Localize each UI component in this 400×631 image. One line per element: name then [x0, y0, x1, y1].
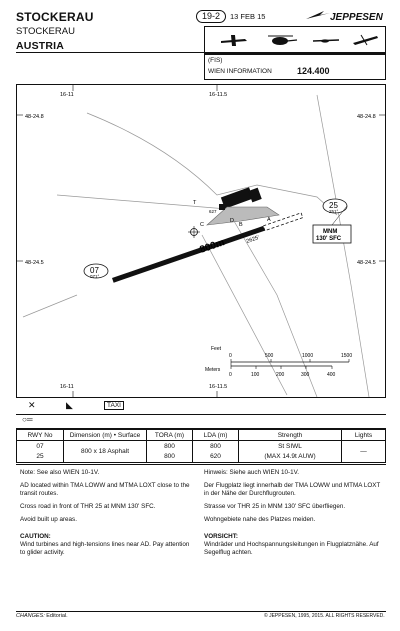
helicopter-icon [268, 36, 297, 45]
caution-text-de: Windräder und Hochspannungsleitungen in Flugplatznähe. Auf Segelflug achten. [204, 541, 379, 556]
elevation: 627 [209, 209, 217, 214]
scale-m-400: 400 [327, 372, 336, 378]
chart-date: 13 FEB 15 [230, 12, 266, 21]
tora-25-cell: 800 [147, 452, 193, 463]
rwy-25-cell: 25 [17, 452, 64, 463]
rwy-25-heading: 251° [329, 209, 339, 214]
note-de-2: Der Flugplatz liegt innerhalb der TMA LOWW und MTMA LOXT in der Nähe der Durchflugrouten. [204, 482, 381, 497]
rwy-07-heading: 071° [90, 274, 100, 279]
note-de-4: Wohngebiete nahe des Platzes meiden. [204, 516, 316, 523]
th-lda: LDA (m) [193, 430, 239, 441]
ultralight-icon [353, 35, 378, 45]
caution-text-en: Wind turbines and high-tensions lines near AD. Pay attention to glider activity. [20, 541, 190, 556]
strength-1-cell: St SIWL [239, 441, 342, 452]
glider-icon [313, 39, 339, 42]
scale-m-200: 200 [276, 372, 285, 378]
windsock-icon [188, 226, 200, 238]
runway-length-feet: 2625' [245, 234, 261, 245]
changes-label: CHANGES: [16, 613, 45, 619]
table-header-row [17, 430, 386, 441]
notes-german [204, 469, 382, 562]
scale-feet-label: Feet [211, 346, 222, 352]
taxi-label: TAXI [104, 401, 124, 410]
aerodrome-map [16, 84, 386, 398]
th-tora: TORA (m) [147, 430, 193, 441]
roads [23, 95, 369, 397]
comm-name: WIEN INFORMATION [208, 68, 272, 75]
th-rwy: RWY No [17, 430, 64, 441]
mnm-line2: 130' SFC [316, 236, 342, 242]
note-en-4: Avoid built up areas. [20, 516, 77, 523]
single-engine-aircraft-icon [221, 35, 247, 46]
note-en-3: Cross road in front of THR 25 at MNM 130' SFC. [20, 503, 156, 510]
th-lights: Lights [342, 430, 386, 441]
scale-m-0: 0 [229, 372, 232, 378]
lights-cell: — [342, 441, 386, 463]
lon-label-top-right: 16-11.5 [209, 92, 228, 98]
rwy-07-cell: 07 [17, 441, 64, 452]
note-en-2: AD located within TMA LOWW and MTMA LOXT close to the transit routes. [20, 482, 190, 497]
lat-label-mid-right: 48-24.5 [357, 260, 376, 266]
lat-label-mid-left: 48-24.5 [25, 260, 44, 266]
city-name: STOCKERAU [16, 26, 75, 37]
runway-length: 800m [198, 237, 227, 256]
chart-page [16, 8, 386, 619]
lat-label-top-left: 48-24.8 [25, 114, 44, 120]
lda-07-cell: 800 [193, 441, 239, 452]
fis-label: (FIS) [208, 57, 223, 64]
twy-t: T [193, 200, 197, 206]
lighting-row [16, 414, 386, 429]
services-row [16, 398, 386, 415]
twy-b: B [239, 222, 243, 228]
notes-section [16, 464, 386, 612]
country-name: AUSTRIA [16, 40, 65, 52]
airport-name: STOCKERAU [16, 10, 94, 24]
scale-bar [205, 346, 352, 378]
scale-feet-1500: 1500 [341, 353, 353, 359]
th-strength: Strength [239, 430, 342, 441]
lon-label-bottom-left: 16-11 [60, 384, 74, 390]
lda-25-cell: 620 [193, 452, 239, 463]
scale-feet-1000: 1000 [302, 353, 314, 359]
twy-c: C [200, 222, 204, 228]
comm-box [204, 54, 386, 80]
scale-m-100: 100 [251, 372, 260, 378]
parking-icon: ◣ [66, 400, 73, 410]
comm-frequency: 124.400 [297, 66, 330, 76]
strength-2-cell: (MAX 14.9t AUW) [239, 452, 342, 463]
tora-07-cell: 800 [147, 441, 193, 452]
copyright: © JEPPESEN, 1995, 2015. ALL RIGHTS RESERVED. [264, 613, 385, 619]
notes-english [20, 469, 196, 562]
caution-title-de: VORSICHT: [204, 533, 238, 540]
th-dimension: Dimension (m) • Surface [64, 430, 147, 441]
dimension-cell: 800 x 18 Asphalt [64, 441, 147, 463]
scale-feet-0: 0 [229, 353, 232, 359]
lon-label-top-left: 16-11 [60, 92, 74, 98]
twy-a: A [267, 217, 271, 223]
lon-label-bottom-right: 16-11.5 [209, 384, 228, 390]
mnm-line1: MNM [323, 229, 338, 235]
note-de-1: Hinweis: Siehe auch WIEN 10-1V. [204, 469, 299, 476]
runway-table [16, 429, 386, 463]
rwy-25-label: 25 [329, 201, 338, 210]
note-en-1: Note: See also WIEN 10-1V. [20, 469, 100, 476]
fuel-icon: ✕ [28, 400, 36, 410]
scale-feet-500: 500 [265, 353, 274, 359]
table-row [17, 441, 386, 452]
aircraft-category-box [204, 26, 386, 54]
changes-footer [16, 613, 68, 619]
caution-title-en: CAUTION: [20, 533, 51, 540]
note-de-3: Strasse vor THR 25 in MNM 130' SFC überfliegen. [204, 503, 346, 510]
changes-value: Editorial. [46, 613, 68, 619]
page-code-badge: 19-2 [196, 10, 226, 23]
beacon-icon: ○═ [22, 415, 33, 424]
scale-meters-label: Meters [205, 367, 221, 373]
rwy-07-label: 07 [90, 266, 99, 275]
brand-text: JEPPESEN [330, 12, 383, 23]
scale-m-300: 300 [301, 372, 310, 378]
twy-d: D [230, 218, 234, 224]
lat-label-top-right: 48-24.8 [357, 114, 376, 120]
